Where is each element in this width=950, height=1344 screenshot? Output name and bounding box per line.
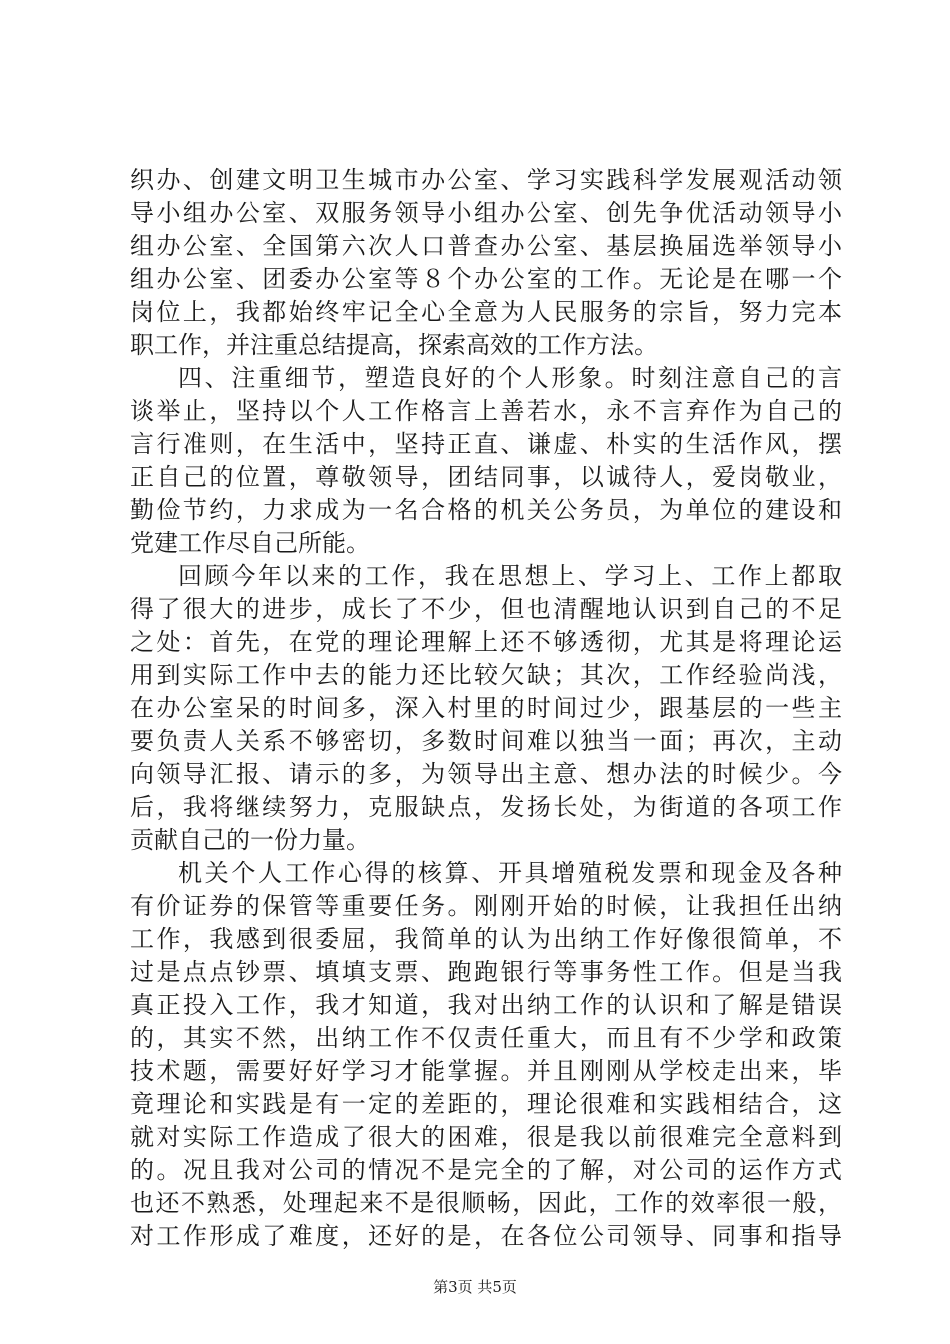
text-line: 言行准则，在生活中，坚持正直、谦虚、朴实的生活作风，摆 [130,430,842,458]
text-line: 组办公室、团委办公室等８个办公室的工作。无论是在哪一个 [130,265,842,293]
text-line: 得了很大的进步，成长了不少，但也清醒地认识到自己的不足 [130,595,842,623]
text-line: 后，我将继续努力，克服缺点，发扬长处，为街道的各项工作 [130,793,842,821]
text-line: 贡献自己的一份力量。 [130,826,370,854]
text-line: 党建工作尽自己所能。 [130,529,370,557]
page-number-footer: 第3页 共5页 [433,1278,517,1296]
text-line: 过是点点钞票、填填支票、跑跑银行等事务性工作。但是当我 [130,958,842,986]
text-line: 技术题，需要好好学习才能掌握。并且刚刚从学校走出来，毕 [130,1057,842,1085]
text-line: 竟理论和实践是有一定的差距的，理论很难和实践相结合，这 [130,1090,842,1118]
text-line: 对工作形成了难度，还好的是，在各位公司领导、同事和指导 [130,1222,842,1250]
text-line: 岗位上，我都始终牢记全心全意为人民服务的宗旨，努力完本 [130,298,842,326]
paragraph-start-line: 回顾今年以来的工作，我在思想上、学习上、工作上都取 [178,562,842,590]
text-line: 勤俭节约，力求成为一名合格的机关公务员，为单位的建设和 [130,496,842,524]
text-line: 正自己的位置，尊敬领导，团结同事，以诚待人，爱岗敬业， [130,463,842,491]
text-line: 职工作，并注重总结提高，探索高效的工作方法。 [130,331,658,359]
text-line: 也还不熟悉，处理起来不是很顺畅，因此，工作的效率很一般， [130,1189,842,1217]
paragraph-start-line: 四、注重细节，塑造良好的个人形象。时刻注意自己的言 [178,364,842,392]
text-line: 的。况且我对公司的情况不是完全的了解，对公司的运作方式 [130,1156,842,1184]
text-line: 织办、创建文明卫生城市办公室、学习实践科学发展观活动领 [130,166,842,194]
paragraph-start-line: 机关个人工作心得的核算、开具增殖税发票和现金及各种 [178,859,842,887]
text-line: 的，其实不然，出纳工作不仅责任重大，而且有不少学和政策 [130,1024,842,1052]
text-line: 有价证券的保管等重要任务。刚刚开始的时候，让我担任出纳 [130,892,842,920]
text-line: 谈举止，坚持以个人工作格言上善若水，永不言弃作为自己的 [130,397,842,425]
text-line: 就对实际工作造成了很大的困难，很是我以前很难完全意料到 [130,1123,842,1151]
text-line: 组办公室、全国第六次人口普查办公室、基层换届选举领导小 [130,232,842,260]
text-line: 要负责人关系不够密切，多数时间难以独当一面；再次，主动 [130,727,842,755]
body-text [130,164,842,1253]
text-line: 在办公室呆的时间多，深入村里的时间过少，跟基层的一些主 [130,694,842,722]
text-line: 工作，我感到很委屈，我简单的认为出纳工作好像很简单，不 [130,925,842,953]
text-line: 真正投入工作，我才知道，我对出纳工作的认识和了解是错误 [130,991,842,1019]
text-line: 导小组办公室、双服务领导小组办公室、创先争优活动领导小 [130,199,842,227]
text-line: 之处：首先，在党的理论理解上还不够透彻，尤其是将理论运 [130,628,842,656]
text-line: 向领导汇报、请示的多，为领导出主意、想办法的时候少。今 [130,760,842,788]
text-line: 用到实际工作中去的能力还比较欠缺；其次，工作经验尚浅， [130,661,842,689]
